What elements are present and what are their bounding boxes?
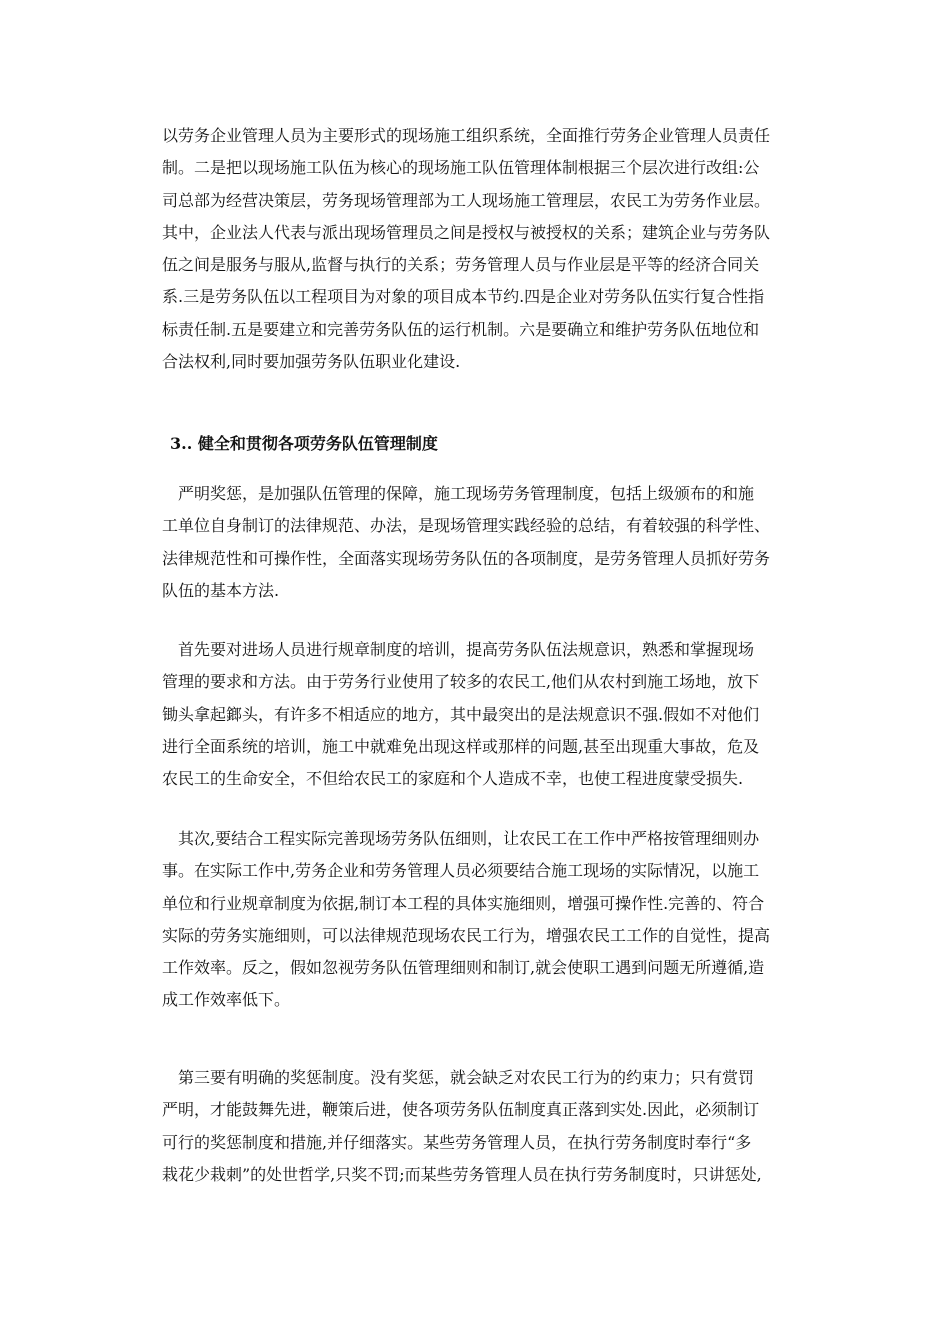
text-line: 成工作效率低下。 [162,990,291,1010]
text-line: 工作效率。反之，假如忽视劳务队伍管理细则和制订,就会使职工遇到问题无所遵循,造 [162,958,765,978]
text-line: 严明，才能鼓舞先进，鞭策后进，使各项劳务队伍制度真正落到实处.因此，必须制订 [162,1100,760,1120]
text-line: 首先要对进场人员进行规章制度的培训，提高劳务队伍法规意识，熟悉和掌握现场 [162,640,755,659]
text-line: 栽花少栽刺”的处世哲学,只奖不罚;而某些劳务管理人员在执行劳务制度时，只讲惩处, [162,1164,762,1184]
text-line: 单位和行业规章制度为依据,制订本工程的具体实施细则，增强可操作性.完善的、符合 [162,893,765,913]
text-line: 进行全面系统的培训，施工中就难免出现这样或那样的问题,甚至出现重大事故，危及 [162,736,760,756]
paragraph-reform-measures [162,120,802,378]
text-line: 农民工的生命安全，不但给农民工的家庭和个人造成不幸，也使工程进度蒙受损失. [162,769,744,789]
text-line: 工单位自身制订的法律规范、办法，是现场管理实践经验的总结，有着较强的科学性、 [162,516,771,536]
text-line: 制。二是把以现场施工队伍为核心的现场施工队伍管理体制根据三个层次进行改组:公 [162,158,760,178]
text-line: 实际的劳务实施细则，可以法律规范现场农民工行为，增强农民工工作的自觉性，提高 [162,925,771,945]
text-line: 合法权利,同时要加强劳务队伍职业化建设. [162,352,461,372]
text-line: 管理的要求和方法。由于劳务行业使用了较多的农民工,他们从农村到施工场地，放下 [162,672,760,692]
text-line: 事。在实际工作中,劳务企业和劳务管理人员必须要结合施工现场的实际情况，以施工 [162,861,760,881]
paragraph-detailed-rules [162,823,802,1017]
text-line: 队伍的基本方法. [162,580,280,600]
text-line: 司总部为经营决策层，劳务现场管理部为工人现场施工管理层，农民工为劳务作业层。 [162,190,771,210]
text-line: 第三要有明确的奖惩制度。没有奖惩，就会缺乏对农民工行为的约束力；只有赏罚 [162,1068,755,1087]
text-line: 以劳务企业管理人员为主要形式的现场施工组织系统，全面推行劳务企业管理人员责任 [162,126,771,145]
paragraph-reward-punishment-system [162,1062,802,1191]
text-line: 标责任制.五是要建立和完善劳务队伍的运行机制。六是要确立和维护劳务队伍地位和 [162,319,760,339]
text-line: 法律规范性和可操作性，全面落实现场劳务队伍的各项制度，是劳务管理人员抓好劳务 [162,548,771,568]
text-line: 伍之间是服务与服从,监督与执行的关系；劳务管理人员与作业层是平等的经济合同关 [162,255,760,275]
text-line: 锄头拿起鎯头，有许多不相适应的地方，其中最突出的是法规意识不强.假如不对他们 [162,704,760,724]
paragraph-rewards-discipline [162,478,802,607]
section-heading: 3.. 健全和贯彻各项劳务队伍管理制度 [170,434,438,453]
text-line: 其次,要结合工程实际完善现场劳务队伍细则，让农民工在工作中严格按管理细则办 [162,829,760,848]
text-line: 严明奖惩，是加强队伍管理的保障，施工现场劳务管理制度，包括上级颁布的和施 [162,484,755,503]
text-line: 可行的奖惩制度和措施,并仔细落实。某些劳务管理人员，在执行劳务制度时奉行“多 [162,1132,752,1152]
text-line: 其中，企业法人代表与派出现场管理员之间是授权与被授权的关系；建筑企业与劳务队 [162,222,771,242]
paragraph-training [162,634,802,795]
text-line: 系.三是劳务队伍以工程项目为对象的项目成本节约.四是企业对劳务队伍实行复合性指 [162,287,765,307]
